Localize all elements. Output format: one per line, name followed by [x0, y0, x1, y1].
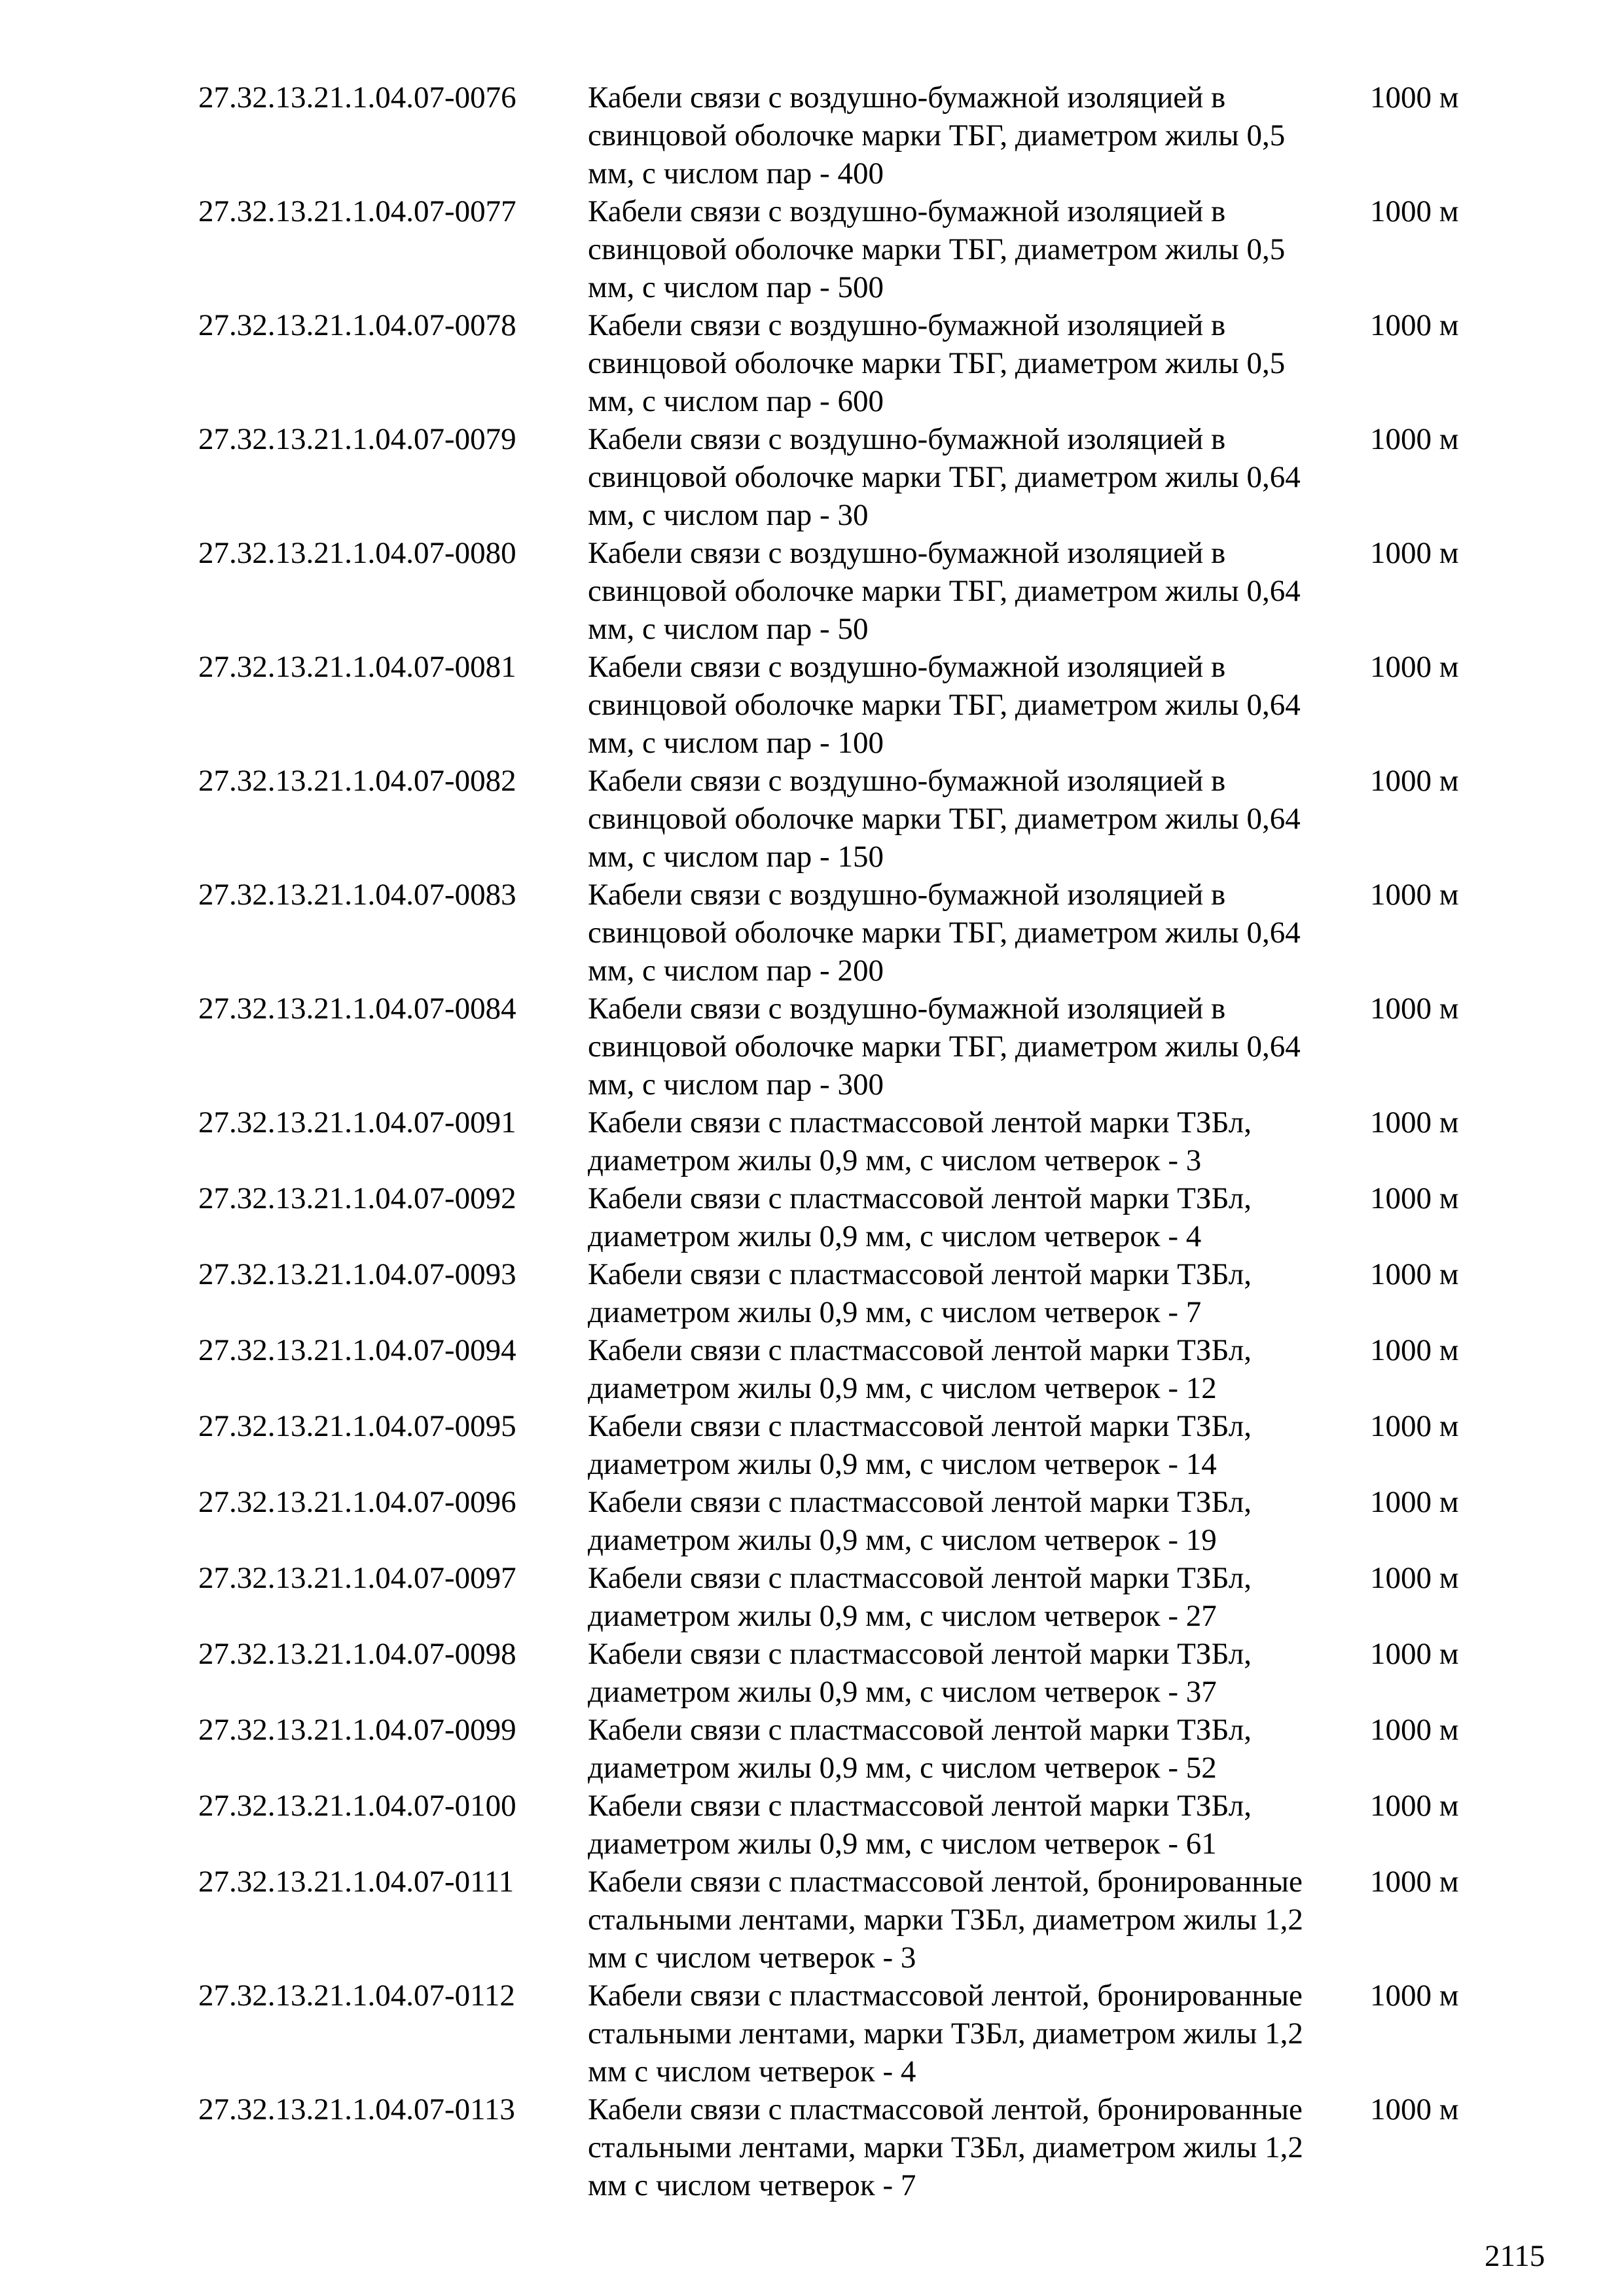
row-unit: 1000 м — [1370, 308, 1459, 342]
row-code: 27.32.13.21.1.04.07-0096 — [198, 1485, 516, 1519]
row-unit: 1000 м — [1370, 878, 1459, 912]
row-unit: 1000 м — [1370, 1637, 1459, 1671]
description-line: свинцовой оболочке марки ТБГ, диаметром жилы 0,64 — [588, 1030, 1301, 1064]
row-unit: 1000 м — [1370, 1713, 1459, 1747]
row-unit: 1000 м — [1370, 1561, 1459, 1595]
row-description — [588, 306, 1285, 420]
row-description — [588, 1977, 1303, 2090]
description-line: мм, с числом пар - 600 — [588, 384, 884, 418]
description-line: мм, с числом пар - 100 — [588, 726, 884, 760]
description-line: мм, с числом пар - 200 — [588, 954, 884, 988]
description-line: мм с числом четверок - 4 — [588, 2054, 916, 2089]
description-line: мм, с числом пар - 300 — [588, 1067, 884, 1102]
description-line: свинцовой оболочке марки ТБГ, диаметром жилы 0,5 — [588, 118, 1286, 152]
row-description — [588, 1103, 1252, 1179]
description-line: диаметром жилы 0,9 мм, с числом четверок - 4 — [588, 1219, 1202, 1253]
row-unit: 1000 м — [1370, 2092, 1459, 2126]
description-line: Кабели связи с пластмассовой лентой марки ТЗБл, — [588, 1561, 1252, 1595]
row-description — [588, 192, 1285, 306]
row-description — [588, 1711, 1252, 1787]
row-code: 27.32.13.21.1.04.07-0100 — [198, 1789, 516, 1823]
row-description — [588, 1559, 1252, 1635]
row-description — [588, 79, 1285, 192]
description-line: Кабели связи с пластмассовой лентой марки ТЗБл, — [588, 1105, 1252, 1139]
description-line: мм с числом четверок - 3 — [588, 1941, 916, 1975]
row-unit: 1000 м — [1370, 992, 1459, 1026]
description-line: стальными лентами, марки ТЗБл, диаметром жилы 1,2 — [588, 1903, 1303, 1937]
description-line: Кабели связи с пластмассовой лентой марки ТЗБл, — [588, 1789, 1252, 1823]
description-line: Кабели связи с пластмассовой лентой марки ТЗБл, — [588, 1485, 1252, 1519]
row-code: 27.32.13.21.1.04.07-0077 — [198, 194, 516, 228]
row-description — [588, 648, 1301, 762]
row-description — [588, 762, 1301, 876]
row-code: 27.32.13.21.1.04.07-0092 — [198, 1181, 516, 1215]
row-unit: 1000 м — [1370, 194, 1459, 228]
row-code: 27.32.13.21.1.04.07-0081 — [198, 650, 516, 684]
row-code: 27.32.13.21.1.04.07-0113 — [198, 2092, 515, 2126]
description-line: Кабели связи с воздушно-бумажной изоляцией в — [588, 194, 1226, 228]
description-line: мм, с числом пар - 400 — [588, 156, 884, 190]
description-line: диаметром жилы 0,9 мм, с числом четверок - 3 — [588, 1143, 1202, 1177]
row-description — [588, 876, 1301, 990]
row-code: 27.32.13.21.1.04.07-0076 — [198, 81, 516, 115]
description-line: мм, с числом пар - 50 — [588, 612, 869, 646]
row-description — [588, 990, 1301, 1103]
description-line: диаметром жилы 0,9 мм, с числом четверок - 7 — [588, 1295, 1202, 1329]
row-code: 27.32.13.21.1.04.07-0098 — [198, 1637, 516, 1671]
row-unit: 1000 м — [1370, 764, 1459, 798]
description-line: свинцовой оболочке марки ТБГ, диаметром жилы 0,64 — [588, 574, 1301, 608]
row-unit: 1000 м — [1370, 1409, 1459, 1443]
description-line: Кабели связи с пластмассовой лентой, бронированные — [588, 2092, 1303, 2126]
row-description — [588, 1407, 1252, 1483]
row-code: 27.32.13.21.1.04.07-0080 — [198, 536, 516, 570]
row-unit: 1000 м — [1370, 1105, 1459, 1139]
row-unit: 1000 м — [1370, 1485, 1459, 1519]
row-code: 27.32.13.21.1.04.07-0082 — [198, 764, 516, 798]
row-description — [588, 534, 1301, 648]
description-line: Кабели связи с воздушно-бумажной изоляцией в — [588, 992, 1226, 1026]
description-line: диаметром жилы 0,9 мм, с числом четверок - 52 — [588, 1751, 1217, 1785]
description-line: свинцовой оболочке марки ТБГ, диаметром жилы 0,5 — [588, 232, 1286, 266]
row-code: 27.32.13.21.1.04.07-0099 — [198, 1713, 516, 1747]
row-code: 27.32.13.21.1.04.07-0091 — [198, 1105, 516, 1139]
description-line: мм, с числом пар - 500 — [588, 270, 884, 304]
description-line: свинцовой оболочке марки ТБГ, диаметром жилы 0,64 — [588, 460, 1301, 494]
description-line: мм, с числом пар - 30 — [588, 498, 869, 532]
description-line: Кабели связи с воздушно-бумажной изоляцией в — [588, 81, 1226, 115]
description-line: свинцовой оболочке марки ТБГ, диаметром жилы 0,5 — [588, 346, 1286, 380]
row-description — [588, 1787, 1252, 1863]
row-unit: 1000 м — [1370, 536, 1459, 570]
row-unit: 1000 м — [1370, 422, 1459, 456]
description-line: мм с числом четверок - 7 — [588, 2168, 916, 2202]
row-code: 27.32.13.21.1.04.07-0078 — [198, 308, 516, 342]
row-unit: 1000 м — [1370, 1979, 1459, 2013]
description-line: мм, с числом пар - 150 — [588, 840, 884, 874]
description-line: диаметром жилы 0,9 мм, с числом четверок - 61 — [588, 1827, 1217, 1861]
row-code: 27.32.13.21.1.04.07-0083 — [198, 878, 516, 912]
row-code: 27.32.13.21.1.04.07-0095 — [198, 1409, 516, 1443]
description-line: Кабели связи с пластмассовой лентой, бронированные — [588, 1865, 1303, 1899]
row-description — [588, 1863, 1303, 1977]
row-code: 27.32.13.21.1.04.07-0112 — [198, 1979, 515, 2013]
description-line: Кабели связи с воздушно-бумажной изоляцией в — [588, 536, 1226, 570]
row-code: 27.32.13.21.1.04.07-0084 — [198, 992, 516, 1026]
row-description — [588, 1331, 1252, 1407]
description-line: Кабели связи с пластмассовой лентой марки ТЗБл, — [588, 1713, 1252, 1747]
row-unit: 1000 м — [1370, 1865, 1459, 1899]
row-code: 27.32.13.21.1.04.07-0111 — [198, 1865, 514, 1899]
row-description — [588, 2090, 1303, 2204]
row-description — [588, 1255, 1252, 1331]
description-line: Кабели связи с пластмассовой лентой марки ТЗБл, — [588, 1333, 1252, 1367]
description-line: диаметром жилы 0,9 мм, с числом четверок - 19 — [588, 1523, 1217, 1557]
page-number: 2115 — [1485, 2239, 1545, 2273]
description-line: диаметром жилы 0,9 мм, с числом четверок - 27 — [588, 1599, 1217, 1633]
description-line: диаметром жилы 0,9 мм, с числом четверок - 14 — [588, 1447, 1217, 1481]
description-line: Кабели связи с пластмассовой лентой марки ТЗБл, — [588, 1637, 1252, 1671]
description-line: стальными лентами, марки ТЗБл, диаметром жилы 1,2 — [588, 2017, 1303, 2051]
description-line: свинцовой оболочке марки ТБГ, диаметром жилы 0,64 — [588, 916, 1301, 950]
row-unit: 1000 м — [1370, 1333, 1459, 1367]
row-unit: 1000 м — [1370, 650, 1459, 684]
description-line: Кабели связи с воздушно-бумажной изоляцией в — [588, 878, 1226, 912]
description-line: Кабели связи с воздушно-бумажной изоляцией в — [588, 422, 1226, 456]
description-line: Кабели связи с пластмассовой лентой, бронированные — [588, 1979, 1303, 2013]
description-line: диаметром жилы 0,9 мм, с числом четверок - 37 — [588, 1675, 1217, 1709]
description-line: Кабели связи с воздушно-бумажной изоляцией в — [588, 650, 1226, 684]
row-unit: 1000 м — [1370, 81, 1459, 115]
description-line: свинцовой оболочке марки ТБГ, диаметром жилы 0,64 — [588, 802, 1301, 836]
description-line: диаметром жилы 0,9 мм, с числом четверок - 12 — [588, 1371, 1217, 1405]
row-unit: 1000 м — [1370, 1181, 1459, 1215]
description-line: Кабели связи с пластмассовой лентой марки ТЗБл, — [588, 1409, 1252, 1443]
row-code: 27.32.13.21.1.04.07-0097 — [198, 1561, 516, 1595]
description-line: стальными лентами, марки ТЗБл, диаметром жилы 1,2 — [588, 2130, 1303, 2164]
row-description — [588, 1635, 1252, 1711]
row-description — [588, 1179, 1252, 1255]
description-line: Кабели связи с пластмассовой лентой марки ТЗБл, — [588, 1181, 1252, 1215]
row-unit: 1000 м — [1370, 1257, 1459, 1291]
row-code: 27.32.13.21.1.04.07-0079 — [198, 422, 516, 456]
row-code: 27.32.13.21.1.04.07-0093 — [198, 1257, 516, 1291]
row-code: 27.32.13.21.1.04.07-0094 — [198, 1333, 516, 1367]
description-line: Кабели связи с пластмассовой лентой марки ТЗБл, — [588, 1257, 1252, 1291]
row-unit: 1000 м — [1370, 1789, 1459, 1823]
description-line: Кабели связи с воздушно-бумажной изоляцией в — [588, 764, 1226, 798]
row-description — [588, 1483, 1252, 1559]
description-line: свинцовой оболочке марки ТБГ, диаметром жилы 0,64 — [588, 688, 1301, 722]
row-description — [588, 420, 1301, 534]
description-line: Кабели связи с воздушно-бумажной изоляцией в — [588, 308, 1226, 342]
